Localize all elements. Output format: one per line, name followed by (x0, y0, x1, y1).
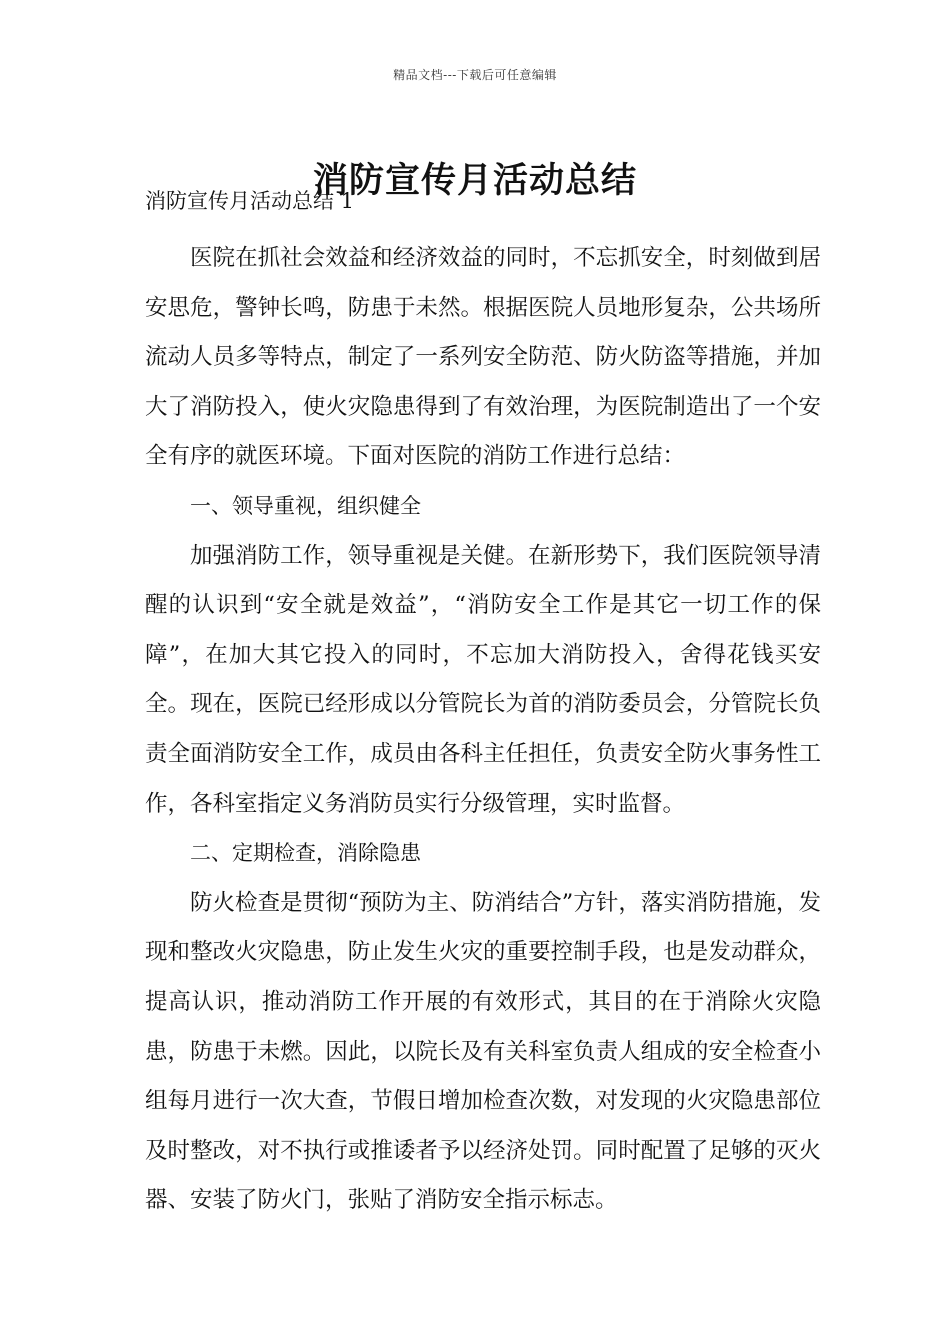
document-subtitle: 消防宣传月活动总结 1 (145, 189, 355, 213)
document-body (145, 185, 821, 1226)
intro-paragraph: 医院在抓社会效益和经济效益的同时，不忘抓安全，时刻做到居安思危，警钟长鸣，防患于未然。根据医院人员地形复杂，公共场所流动人员多等特点，制定了一系列安全防范、防火防盗等措施，并加大了消防投入，使火灾隐患得到了有效治理，为医院制造出了一个安全有序的就医环境。下面对医院的消防工作进行总结： (145, 245, 821, 470)
page-title: 消防宣传月活动总结 (312, 160, 637, 202)
section-1-paragraph: 加强消防工作，领导重视是关健。在新形势下，我们医院领导清醒的认识到“安全就是效益”，“消防安全工作是其它一切工作的保障”，在加大其它投入的同时，不忘加大消防投入，舍得花钱买安全。现在，医院已经形成以分管院长为首的消防委员会，分管院长负责全面消防安全工作，成员由各科主任担任，负责安全防火事务性工作，各科室指定义务消防员实行分级管理，实时监督。 (145, 542, 821, 817)
section-heading-2: 二、定期检查，消除隐患 (190, 841, 421, 866)
section-heading-1: 一、领导重视，组织健全 (190, 493, 421, 518)
page-header-note: 精品文档---下载后可任意编辑 (393, 68, 557, 82)
section-2-paragraph: 防火检查是贯彻“预防为主、防消结合”方针，落实消防措施，发现和整改火灾隐患，防止发生火灾的重要控制手段，也是发动群众，提高认识，推动消防工作开展的有效形式，其目的在于消除火灾隐患，防患于未燃。因此，以院长及有关科室负责人组成的安全检查小组每月进行一次大查，节假日增加检查次数，对发现的火灾隐患部位及时整改，对不执行或推诿者予以经济处罚。同时配置了足够的灭火器、安装了防火门，张贴了消防安全指示标志。 (145, 889, 821, 1214)
